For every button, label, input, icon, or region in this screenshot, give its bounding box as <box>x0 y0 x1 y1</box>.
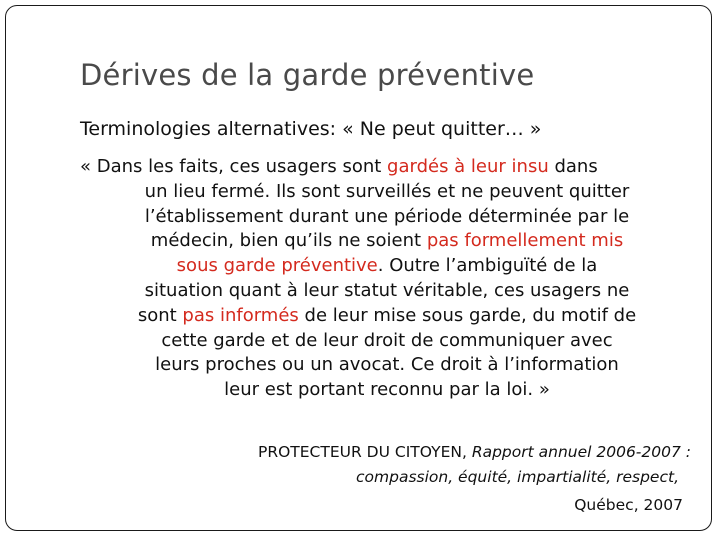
quote-line-6: situation quant à leur statut véritable, ces usagers ne <box>144 279 630 301</box>
citation-report-title: Rapport annuel 2006-2007 : <box>471 443 691 461</box>
quote-line-4 <box>80 229 694 254</box>
quote-text: « Dans les faits, ces usagers sont <box>80 156 388 177</box>
quote-line-10: leur est portant reconnu par la loi. » <box>224 379 550 401</box>
slide-subtitle: Terminologies alternatives: « Ne peut quitter… » <box>80 118 542 140</box>
quote-emphasis: gardés à leur insu <box>387 156 549 177</box>
quote-block <box>80 155 694 403</box>
citation-subtitle: compassion, équité, impartialité, respect, <box>356 468 679 486</box>
quote-line-2: un lieu fermé. Ils sont surveillés et ne peuvent quitter <box>144 180 630 202</box>
quote-text: dans <box>548 156 598 177</box>
quote-line-7 <box>80 304 694 329</box>
quote-line-5 <box>80 254 694 279</box>
quote-text: . Outre l’ambiguïté de la <box>377 255 598 277</box>
citation-block <box>257 440 691 518</box>
quote-emphasis: pas formellement mis <box>426 230 624 252</box>
quote-text: sont <box>137 304 183 326</box>
citation-author: PROTECTEUR DU CITOYEN, <box>257 443 472 461</box>
slide-title: Dérives de la garde préventive <box>80 58 535 92</box>
citation-line-1 <box>258 440 691 465</box>
quote-emphasis: sous garde préventive <box>176 255 378 277</box>
quote-emphasis: pas informés <box>182 304 299 326</box>
quote-text: de leur mise sous garde, du motif de <box>298 304 637 326</box>
citation-place-year: Québec, 2007 <box>574 496 683 514</box>
quote-line-3: l’établissement durant une période déterminée par le <box>144 205 630 227</box>
quote-text: médecin, bien qu’ils ne soient <box>150 230 427 252</box>
quote-line-9: leurs proches ou un avocat. Ce droit à l’information <box>155 354 619 376</box>
quote-line-8: cette garde et de leur droit de communiquer avec <box>161 329 613 351</box>
quote-line-1 <box>80 155 694 180</box>
